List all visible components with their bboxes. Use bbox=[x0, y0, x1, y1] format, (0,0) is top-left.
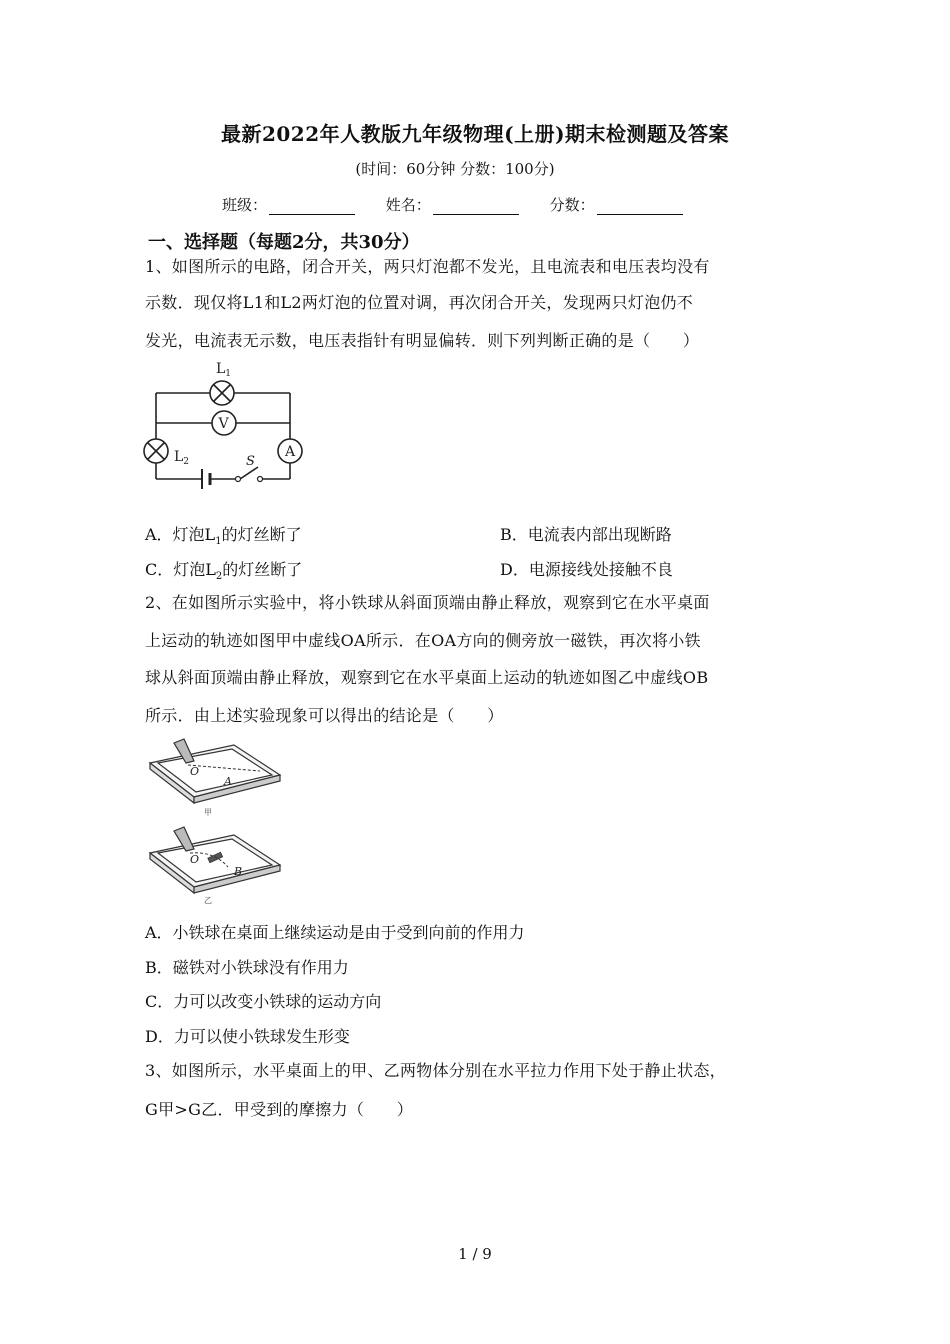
label-o-yi: O bbox=[190, 853, 200, 866]
q1-line-1: 1、如图所示的电路，闭合开关，两只灯泡都不发光，且电流表和电压表均没有 bbox=[145, 257, 710, 276]
caption-jia: 甲 bbox=[204, 808, 212, 817]
label-v: V bbox=[218, 416, 229, 432]
lamp-l2-icon bbox=[144, 439, 168, 463]
q1-option-b[interactable]: B．电流表内部出现断路 bbox=[500, 525, 672, 544]
q1-option-c[interactable]: C．灯泡$L_2$的灯丝断了 bbox=[145, 560, 303, 583]
q1-option-a[interactable]: A．灯泡$L_1$的灯丝断了 bbox=[145, 525, 302, 548]
exam-info: (时间：60分钟 分数：100分) bbox=[355, 160, 555, 178]
q2-option-c[interactable]: C．力可以改变小铁球的运动方向 bbox=[145, 992, 382, 1011]
q1-option-d[interactable]: D．电源接线处接触不良 bbox=[500, 560, 673, 579]
name-blank[interactable] bbox=[433, 198, 519, 215]
q2-line-2: 上运动的轨迹如图甲中虚线OA所示．在OA方向的侧旁放一磁铁，再次将小铁 bbox=[145, 631, 701, 650]
student-fields bbox=[222, 194, 709, 215]
q2-line-1: 2、在如图所示实验中，将小铁球从斜面顶端由静止释放，观察到它在水平桌面 bbox=[145, 593, 710, 612]
label-a: A bbox=[285, 444, 296, 460]
page-title: 最新2022年人教版九年级物理(上册)期末检测题及答案 bbox=[220, 122, 730, 146]
label-s: S bbox=[246, 454, 255, 469]
circuit-diagram bbox=[140, 355, 310, 495]
label-b-yi: B bbox=[234, 865, 243, 878]
score-blank[interactable] bbox=[597, 198, 683, 215]
q3-line-2: G甲>G乙．甲受到的摩擦力（ ） bbox=[145, 1100, 414, 1119]
class-blank[interactable] bbox=[269, 198, 355, 215]
label-l2: $L_2$ bbox=[174, 449, 190, 467]
name-field[interactable]: 姓名： bbox=[386, 194, 519, 215]
q2-option-d[interactable]: D．力可以使小铁球发生形变 bbox=[145, 1027, 350, 1046]
class-field[interactable]: 班级： bbox=[222, 194, 355, 215]
q2-line-3: 球从斜面顶端由静止释放，观察到它在水平桌面上运动的轨迹如图乙中虚线OB bbox=[145, 668, 709, 687]
label-l1: $L_1$ bbox=[216, 361, 232, 379]
label-o-jia: O bbox=[190, 765, 200, 778]
caption-yi: 乙 bbox=[204, 896, 212, 905]
q2-line-4: 所示．由上述实验现象可以得出的结论是（ ） bbox=[145, 706, 504, 725]
lamp-l1-icon bbox=[210, 381, 234, 405]
switch-contact-icon bbox=[236, 477, 241, 482]
q2-option-a[interactable]: A．小铁球在桌面上继续运动是由于受到向前的作用力 bbox=[145, 923, 525, 942]
q3-line-1: 3、如图所示，水平桌面上的甲、乙两物体分别在水平拉力作用下处于静止状态， bbox=[145, 1061, 726, 1080]
section-heading: 一、选择题（每题2分，共30分） bbox=[148, 232, 420, 253]
label-a-jia: A bbox=[224, 775, 232, 788]
q2-option-b[interactable]: B．磁铁对小铁球没有作用力 bbox=[145, 958, 349, 977]
page-number: 1 / 9 bbox=[458, 1245, 492, 1263]
q1-line-3: 发光，电流表无示数，电压表指针有明显偏转．则下列判断正确的是（ ） bbox=[145, 331, 700, 350]
score-field[interactable]: 分数： bbox=[550, 194, 683, 215]
q1-line-2: 示数．现仅将L1和L2两灯泡的位置对调，再次闭合开关，发现两只灯泡仍不 bbox=[145, 293, 694, 312]
ramp-experiment-figure bbox=[142, 735, 292, 905]
table-jia-icon bbox=[150, 745, 280, 803]
switch-contact-icon bbox=[258, 477, 263, 482]
table-yi-icon bbox=[150, 835, 280, 893]
